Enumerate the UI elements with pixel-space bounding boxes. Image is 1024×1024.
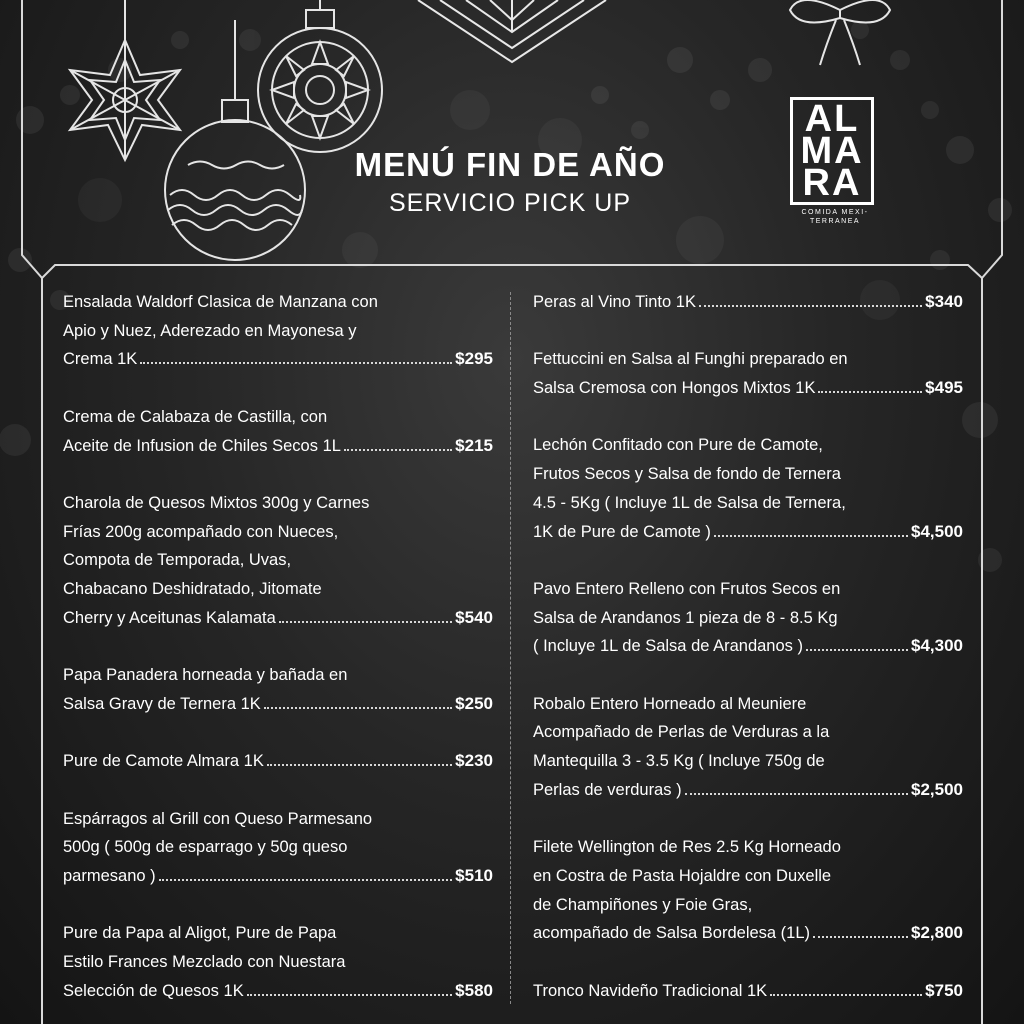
menu-item-text: Acompañado de Perlas de Verduras a la — [533, 723, 830, 742]
dot-leader — [806, 649, 908, 651]
dot-leader — [159, 879, 453, 881]
menu-item — [63, 403, 493, 460]
diamond-ornament — [418, 0, 606, 62]
dot-leader — [344, 449, 452, 451]
menu-item-price: $215 — [455, 435, 493, 455]
menu-item-text: Mantequilla 3 - 3.5 Kg ( Incluye 750g de — [533, 752, 825, 771]
menu-item-text: Espárragos al Grill con Queso Parmesano — [63, 809, 373, 828]
dot-leader — [247, 994, 452, 996]
menu-item-text: Compota de Temporada, Uvas, — [63, 551, 292, 570]
dot-leader — [267, 764, 452, 766]
menu-item-text: Robalo Entero Horneado al Meuniere — [533, 694, 807, 713]
menu-item-price-line — [63, 432, 493, 461]
menu-item-text: Apio y Nuez, Aderezado en Mayonesa y — [63, 321, 357, 340]
menu-item-price-line — [533, 518, 963, 547]
menu-item — [533, 431, 963, 546]
menu-item — [63, 288, 493, 374]
dot-leader — [685, 793, 908, 795]
dot-leader — [813, 936, 908, 938]
menu-item-text: 1K de Pure de Camote ) — [533, 522, 711, 541]
menu-item-text: Peras al Vino Tinto 1K — [533, 293, 696, 311]
menu-item-text: 4.5 - 5Kg ( Incluye 1L de Salsa de Ternera, — [533, 493, 846, 512]
menu-item-text: Frutos Secos y Salsa de fondo de Ternera — [533, 465, 841, 484]
menu-item-text: Pure de Camote Almara 1K — [63, 752, 264, 771]
menu-item-text: de Champiñones y Foie Gras, — [533, 895, 753, 914]
menu-item — [533, 575, 963, 661]
menu-item-text: Lechón Confitado con Pure de Camote, — [533, 436, 823, 455]
menu-item-price: $4,500 — [911, 521, 963, 541]
menu-item-price: $540 — [455, 607, 493, 627]
menu-item — [533, 977, 963, 1006]
menu-item-text: Selección de Quesos 1K — [63, 981, 244, 1000]
menu-item-text: Papa Panadera horneada y bañada en — [63, 666, 348, 685]
menu-item-text: en Costra de Pasta Hojaldre con Duxelle — [533, 866, 832, 885]
menu-item-text: acompañado de Salsa Bordelesa (1L) — [533, 924, 811, 943]
menu-item-price-line — [533, 977, 963, 1006]
menu-item-text: Chabacano Deshidratado, Jitomate — [63, 580, 322, 598]
menu-item-price-line — [533, 374, 963, 403]
menu-item-text: Aceite de Infusion de Chiles Secos 1L — [63, 436, 341, 455]
menu-item — [63, 661, 493, 718]
menu-item-text: Pure da Papa al Aligot, Pure de Papa — [63, 924, 337, 943]
menu-item-price-line — [533, 919, 963, 948]
menu-item-text: Ensalada Waldorf Clasica de Manzana con — [63, 293, 378, 311]
menu-item-price-line — [63, 862, 493, 891]
menu-item-price: $510 — [455, 865, 493, 885]
menu-item-text: Frías 200g acompañado con Nueces, — [63, 522, 339, 541]
sun-ornament-icon — [258, 0, 382, 152]
menu-item-price: $2,800 — [911, 923, 963, 943]
menu-item-price: $4,300 — [911, 636, 963, 656]
menu-item-text: Crema de Calabaza de Castilla, con — [63, 407, 328, 426]
dot-leader — [714, 535, 908, 537]
menu-item — [533, 345, 963, 402]
logo-line-1: AL — [804, 98, 860, 140]
menu-item — [63, 919, 493, 1005]
menu-item — [533, 288, 963, 317]
menu-item-price-line — [63, 690, 493, 719]
menu-item-text: Fettuccini en Salsa al Funghi preparado en — [533, 350, 848, 369]
menu-item-price: $295 — [455, 349, 493, 369]
menu-item-text: parmesano ) — [63, 866, 156, 885]
menu-item-text: Crema 1K — [63, 350, 138, 369]
menu-item-price-line — [533, 288, 963, 317]
menu-item-price-line — [63, 345, 493, 374]
menu-item-text: Salsa de Arandanos 1 pieza de 8 - 8.5 Kg — [533, 608, 838, 627]
menu-item-price-line — [63, 747, 493, 776]
column-divider — [510, 292, 511, 1004]
menu-item — [533, 833, 963, 948]
menu-item-price: $250 — [455, 693, 493, 713]
header — [290, 145, 730, 219]
menu-item-text: Cherry y Aceitunas Kalamata — [63, 608, 276, 627]
menu-item-text: Estilo Frances Mezclado con Nuestara — [63, 953, 346, 972]
logo-box — [790, 97, 874, 205]
menu-item-text: Salsa Gravy de Ternera 1K — [63, 694, 261, 713]
menu-item-price-line — [533, 632, 963, 661]
menu-item-price-line — [63, 977, 493, 1006]
bow-icon — [790, 0, 890, 65]
menu-item-text: Pavo Entero Relleno con Frutos Secos en — [533, 579, 841, 598]
menu-item-price: $230 — [455, 751, 493, 771]
menu-item-price: $495 — [925, 378, 963, 398]
menu-item-text: Salsa Cremosa con Hongos Mixtos 1K — [533, 379, 816, 398]
star-ornament-icon — [70, 0, 180, 160]
menu-item-price: $340 — [925, 292, 963, 311]
menu-item — [533, 690, 963, 805]
menu-item — [63, 805, 493, 891]
menu-item-text: 500g ( 500g de esparrago y 50g queso — [63, 838, 348, 857]
menu-item — [63, 489, 493, 633]
menu-item-text: Filete Wellington de Res 2.5 Kg Horneado — [533, 838, 841, 857]
logo-line-3: RA — [802, 162, 862, 204]
menu-item-price: $580 — [455, 980, 493, 1000]
dot-leader — [279, 621, 452, 623]
menu-column-left — [63, 288, 493, 1005]
dot-leader — [770, 994, 922, 996]
menu-item-text: Perlas de verduras ) — [533, 780, 682, 799]
menu-item-price-line — [63, 604, 493, 633]
logo-line-2: MA — [800, 130, 864, 172]
menu-item — [63, 747, 493, 776]
menu-item-price: $2,500 — [911, 779, 963, 799]
dot-leader — [140, 362, 452, 364]
menu-item-text: ( Incluye 1L de Salsa de Arandanos ) — [533, 637, 803, 656]
dot-leader — [264, 707, 452, 709]
page-subtitle: SERVICIO PICK UP — [389, 189, 631, 217]
menu-column-right — [533, 288, 963, 1005]
bauble-ornament-icon — [165, 20, 305, 260]
dot-leader — [699, 305, 922, 307]
logo-tagline: COMIDA MEXI-TERRANEA — [801, 209, 869, 225]
menu-item-text: Tronco Navideño Tradicional 1K — [533, 981, 768, 1000]
menu-item-price: $750 — [925, 980, 963, 1000]
almara-logo — [790, 97, 880, 226]
page-title: MENÚ FIN DE AÑO — [354, 146, 666, 183]
menu-item-text: Charola de Quesos Mixtos 300g y Carnes — [63, 493, 370, 512]
dot-leader — [818, 391, 922, 393]
menu-item-price-line — [533, 776, 963, 805]
